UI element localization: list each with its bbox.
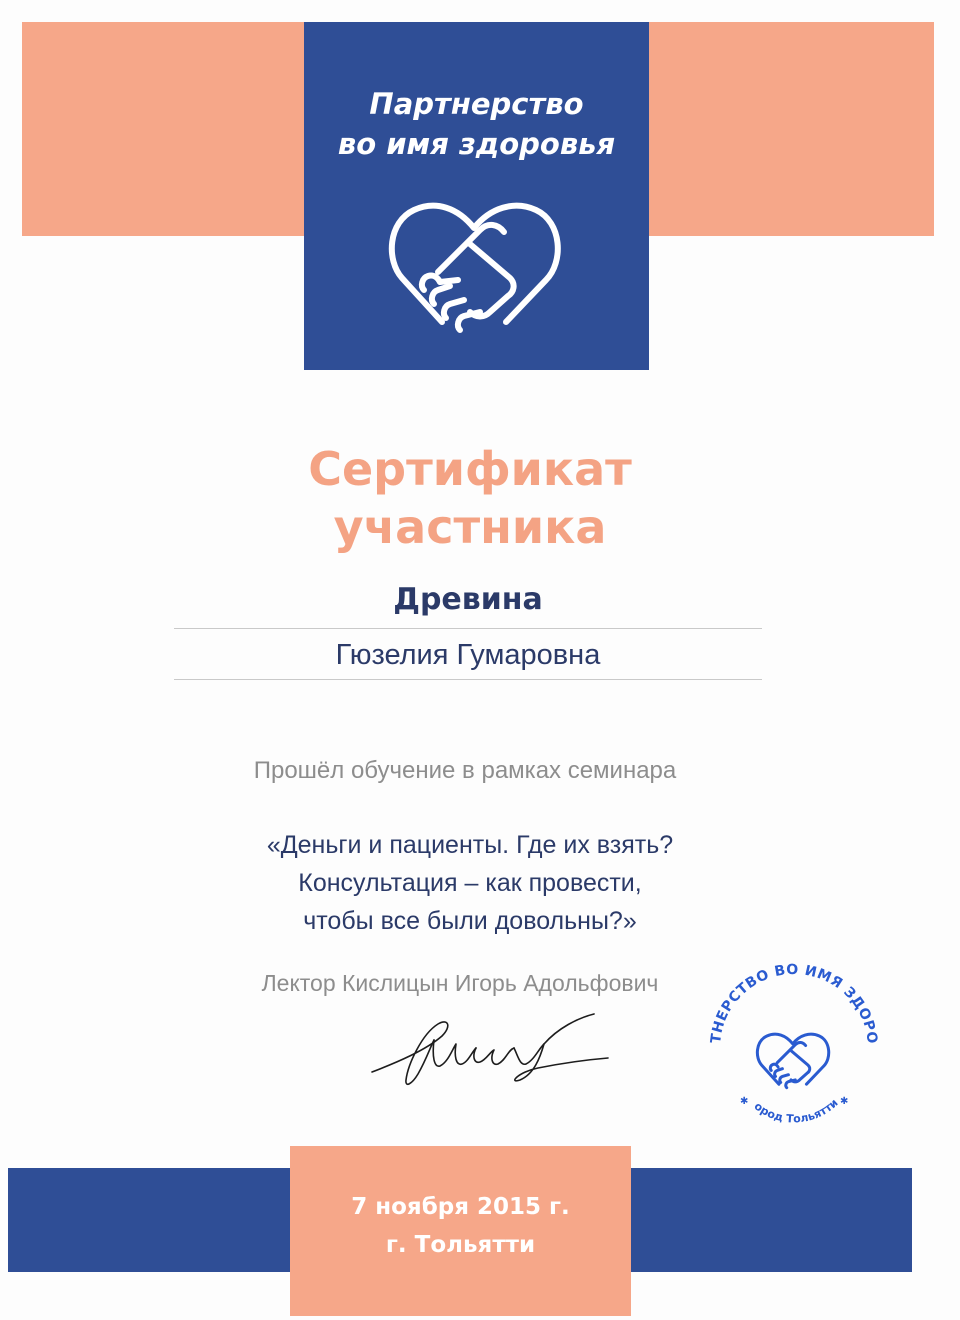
logo-title-line1: Партнерство bbox=[369, 87, 584, 121]
signature bbox=[368, 1010, 612, 1092]
footer-date: 7 ноября 2015 г. bbox=[351, 1194, 570, 1220]
recipient-surname: Древина bbox=[393, 582, 543, 617]
divider-line bbox=[174, 679, 762, 680]
footer-panel bbox=[290, 1146, 631, 1316]
heart-handshake-icon bbox=[757, 1034, 828, 1087]
certificate-title-line2: участника bbox=[333, 500, 607, 554]
seminar-title bbox=[0, 826, 940, 940]
certificate-title bbox=[0, 440, 940, 556]
heart-handshake-icon bbox=[384, 182, 570, 360]
logo-panel bbox=[304, 22, 649, 370]
lector-line: Лектор Кислицын Игорь Адольфович bbox=[261, 970, 659, 996]
logo-title bbox=[304, 84, 649, 164]
seminar-line1: «Деньги и пациенты. Где их взять? bbox=[266, 831, 674, 859]
stamp-city-text: ород Тольятти bbox=[751, 1096, 841, 1126]
seminar-line3: чтобы все были довольны?» bbox=[303, 907, 637, 935]
logo-title-line2: во имя здоровья bbox=[337, 127, 616, 161]
seminar-line2: Консультация – как провести, bbox=[298, 869, 642, 897]
recipient-given-names: Гюзелия Гумаровна bbox=[335, 639, 601, 671]
stamp-star: ✱ bbox=[740, 1096, 749, 1107]
divider-line bbox=[174, 628, 762, 629]
passed-training-text: Прошёл обучение в рамках семинара bbox=[253, 757, 677, 784]
stamp-ring-text: ТНЕРСТВО ВО ИМЯ ЗДОРО bbox=[708, 961, 881, 1045]
stamp bbox=[700, 946, 888, 1138]
stamp-star: ✱ bbox=[840, 1096, 849, 1107]
stamp-emblem bbox=[700, 946, 888, 1138]
footer-city: г. Тольятти bbox=[385, 1232, 536, 1258]
certificate-title-line1: Сертификат bbox=[308, 442, 632, 496]
